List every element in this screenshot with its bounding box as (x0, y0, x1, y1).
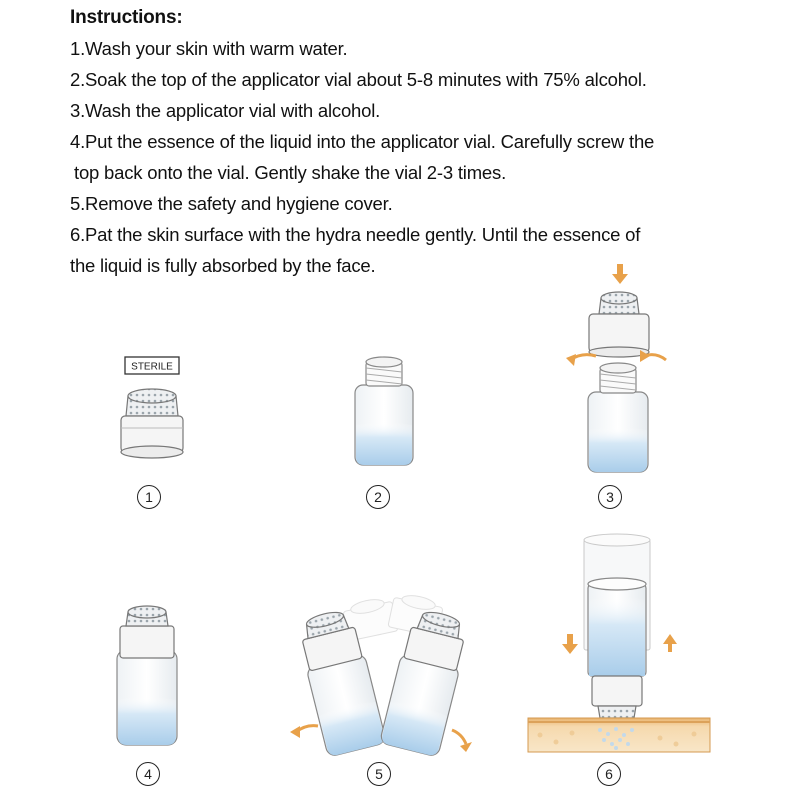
instruction-line: 1.Wash your skin with warm water. (70, 38, 348, 59)
step-number-5: 5 (367, 762, 391, 786)
step2-figure (355, 357, 413, 465)
instruction-line: top back onto the vial. Gently shake the vial 2-3 times. (74, 162, 507, 183)
instruction-line: 4.Put the essence of the liquid into the applicator vial. Carefully screw the (70, 131, 655, 152)
step-number-2: 2 (366, 485, 390, 509)
instructions-heading: Instructions: (70, 7, 183, 28)
step1-figure (121, 357, 183, 458)
step-number-1: 1 (137, 485, 161, 509)
instruction-line: 5.Remove the safety and hygiene cover. (70, 193, 393, 214)
step4-figure (117, 606, 177, 745)
step5-figure (290, 591, 472, 757)
instruction-line: 3.Wash the applicator vial with alcohol. (70, 100, 381, 121)
sterile-label: STERILE (131, 361, 173, 373)
step-number-3: 3 (598, 485, 622, 509)
step6-figure (528, 534, 710, 752)
instruction-line: 2.Soak the top of the applicator vial about 5-8 minutes with 75% alcohol. (70, 69, 647, 90)
instruction-line: the liquid is fully absorbed by the face. (70, 255, 376, 276)
step3-figure (566, 264, 666, 472)
step-number-6: 6 (597, 762, 621, 786)
instruction-line: 6.Pat the skin surface with the hydra needle gently. Until the essence of (70, 224, 641, 245)
step-number-4: 4 (136, 762, 160, 786)
